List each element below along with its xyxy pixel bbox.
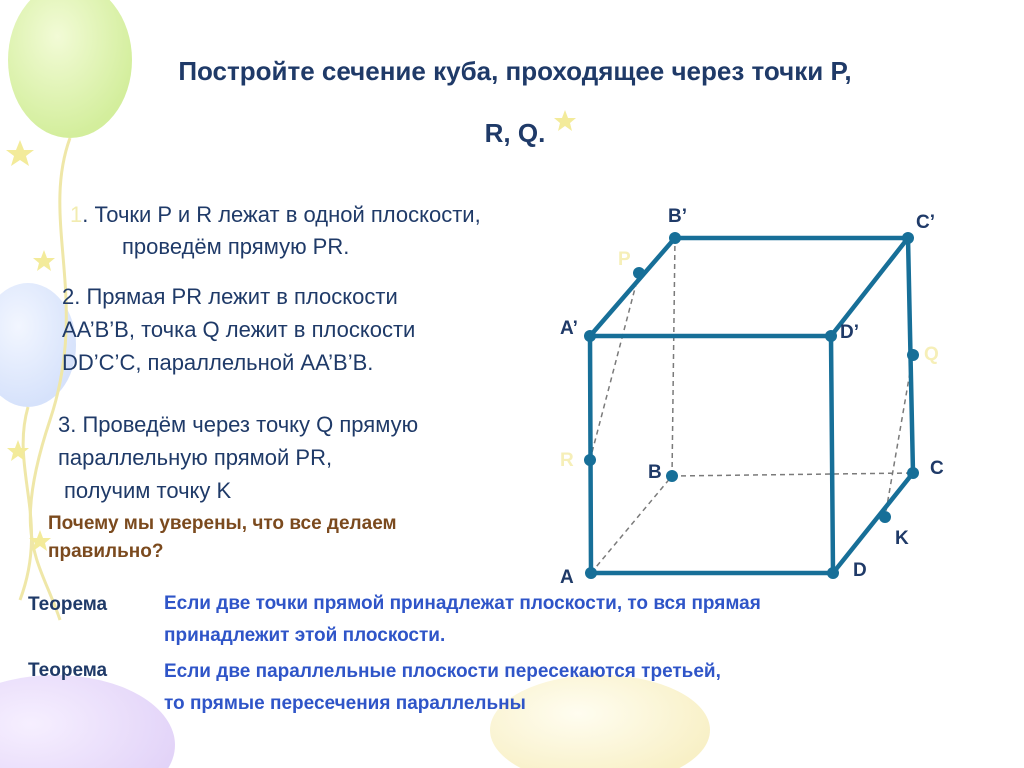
point-P-dot	[633, 267, 645, 279]
theorem-1-line1: Если две точки прямой принадлежат плоскости, то вся прямая	[164, 593, 761, 614]
point-P-label: P	[618, 249, 631, 270]
theorem-1-label: Теорема	[28, 594, 108, 615]
step-2-line1: 2. Прямая PR лежит в плоскости	[62, 284, 398, 309]
edge-DD1	[831, 336, 833, 573]
step-3-line2: параллельную прямой PR,	[58, 445, 333, 470]
vertex-B1-label: B’	[668, 206, 687, 227]
point-R-dot	[584, 454, 596, 466]
edge-AB	[591, 476, 672, 573]
step-1-line1: . Точки P и R лежат в одной плоскости,	[82, 202, 481, 227]
vertex-D-dot	[827, 567, 839, 579]
vertex-A-dot	[585, 567, 597, 579]
point-Q-dot	[907, 349, 919, 361]
step-1-number: 1	[70, 202, 83, 227]
edge-BB1	[672, 238, 675, 476]
edge-A1B1	[590, 238, 675, 336]
vertex-A-label: A	[560, 567, 574, 588]
vertex-C-label: C	[930, 458, 944, 479]
vertex-C-dot	[907, 467, 919, 479]
vertex-C1-label: C’	[916, 212, 935, 233]
edge-DC	[833, 473, 913, 573]
step-3-line3: получим точку K	[64, 478, 232, 503]
question-line1: Почему мы уверены, что все делаем	[48, 513, 397, 534]
vertex-A1-dot	[584, 330, 596, 342]
vertex-B-dot	[666, 470, 678, 482]
theorem-2-line1: Если две параллельные плоскости пересекаются третьей,	[164, 661, 721, 682]
step-2-line3: DD’C’C, параллельной AA’B’B.	[62, 350, 374, 375]
point-Q-label: Q	[924, 344, 939, 365]
edge-BC	[672, 473, 913, 476]
vertex-A1-label: A’	[560, 318, 578, 339]
point-R-label: R	[560, 450, 574, 471]
vertex-D-label: D	[853, 560, 867, 581]
theorem-1-line2: принадлежит этой плоскости.	[164, 625, 446, 646]
vertex-D1-label: D’	[840, 322, 859, 343]
theorem-2-label: Теорема	[28, 660, 108, 681]
point-K-dot	[879, 511, 891, 523]
page-title-line2: R, Q.	[484, 118, 546, 148]
step-1-line2: проведём прямую PR.	[122, 234, 350, 259]
vertex-C1-dot	[902, 232, 914, 244]
page-title: Постройте сечение куба, проходящее через точки P,	[178, 56, 852, 86]
step-3-line1: 3. Проведём через точку Q прямую	[58, 412, 419, 437]
vertex-B-label: B	[648, 462, 662, 483]
vertex-B1-dot	[669, 232, 681, 244]
question-line2: правильно?	[48, 541, 164, 562]
section-line-PR	[590, 273, 639, 460]
point-K-label: K	[895, 528, 909, 549]
step-2-line2: AA’B’B, точка Q лежит в плоскости	[62, 317, 416, 342]
theorem-2-line2: то прямые пересечения параллельны	[164, 693, 526, 714]
vertex-D1-dot	[825, 330, 837, 342]
